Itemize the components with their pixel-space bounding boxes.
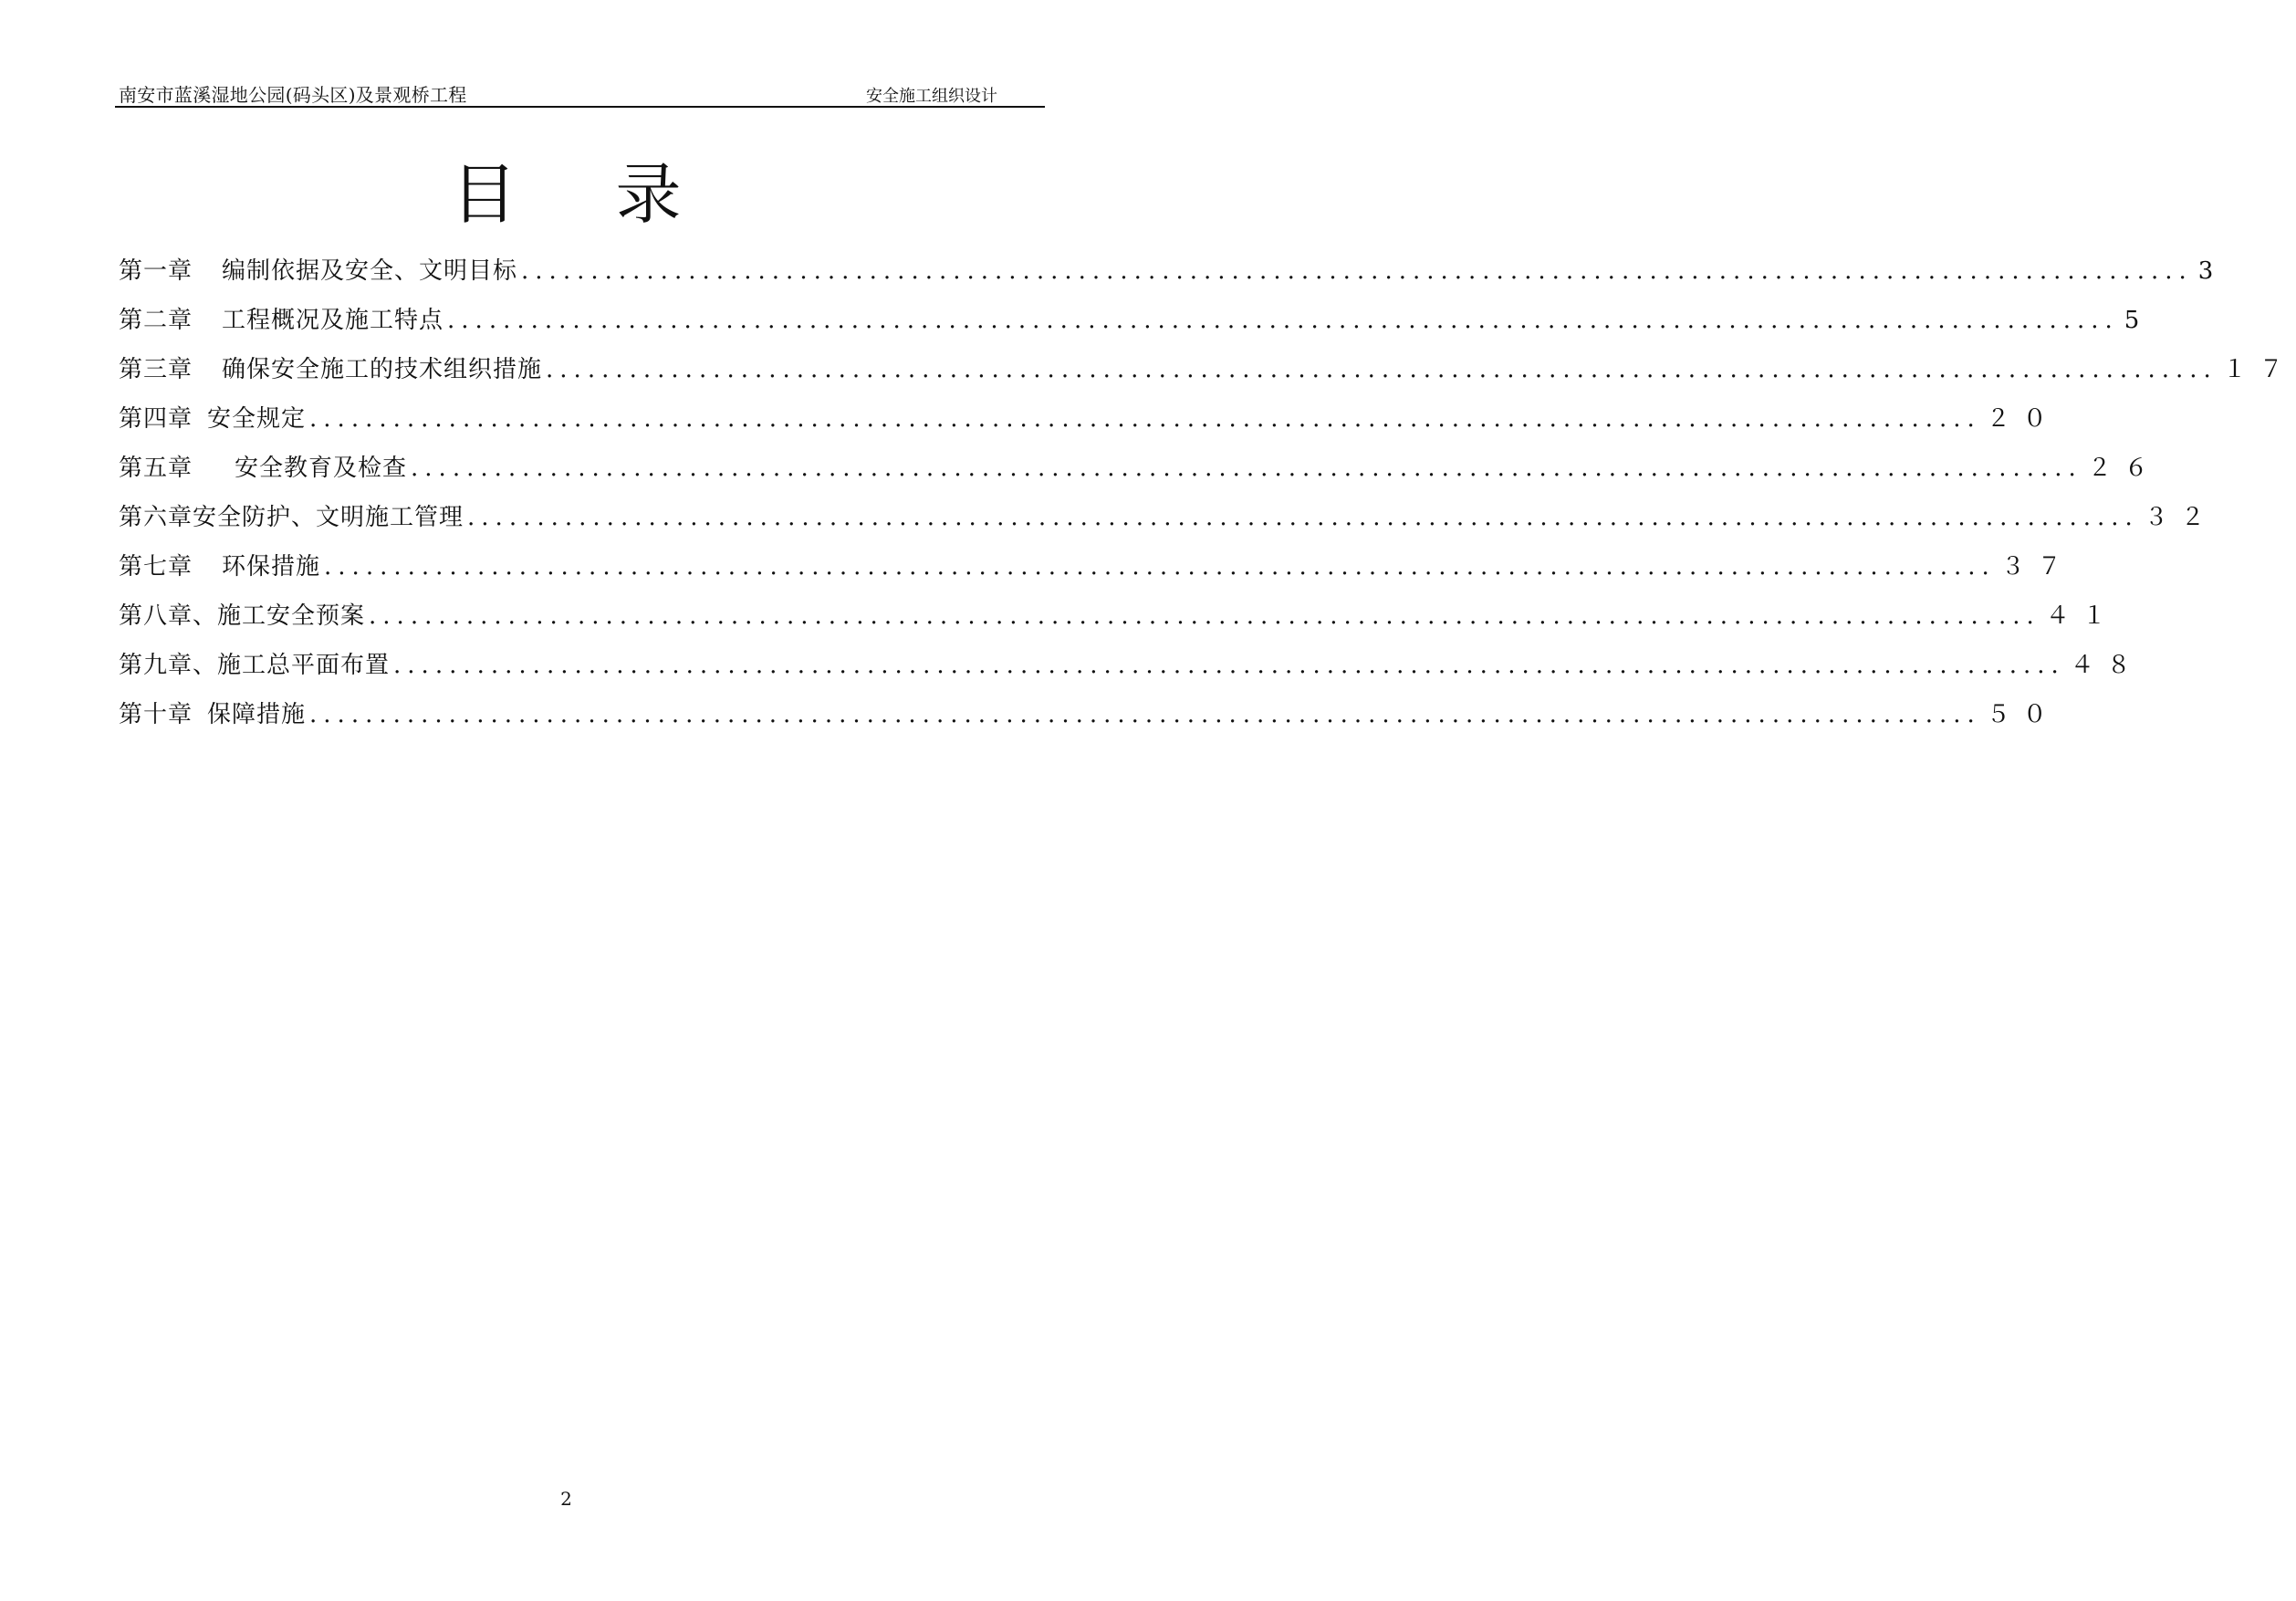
toc-dot-leader: ........................................................................................................................: [467, 504, 2139, 531]
toc-entry-chapter-8[interactable]: [119, 597, 2119, 646]
toc-title-char-2: 录: [615, 156, 682, 233]
toc-page-number: ５０: [1986, 701, 2060, 728]
toc-chapter-title: 编制依据及安全、文明目标: [222, 257, 518, 285]
toc-chapter-label: 第二章: [119, 307, 193, 334]
toc-title: [0, 153, 1132, 235]
toc-chapter-title: 安全教育及检查: [235, 455, 408, 482]
toc-dot-leader: ........................................................................................................................: [309, 405, 1981, 433]
toc-page-number: ２６: [2087, 455, 2161, 482]
toc-dot-leader: ........................................................................................................................: [393, 652, 2065, 679]
toc-chapter-title: 保障措施: [207, 701, 307, 728]
toc-page-number: 5: [2124, 307, 2140, 334]
toc-dot-leader: ........................................................................................................................: [521, 257, 2193, 285]
toc-entry-chapter-6[interactable]: [119, 498, 2218, 548]
toc-page-number: ４８: [2070, 652, 2144, 679]
toc-chapter-title: 安全防护、文明施工管理: [193, 504, 464, 531]
toc-dot-leader: ........................................................................................................................: [411, 455, 2082, 482]
toc-chapter-title: 施工安全预案: [217, 602, 366, 630]
page-number: 2: [560, 1488, 572, 1510]
toc-chapter-title: 确保安全施工的技术组织措施: [222, 356, 543, 383]
toc-entry-chapter-3[interactable]: [119, 351, 2296, 400]
toc-title-char-1: 目: [451, 156, 517, 233]
toc-entry-chapter-2[interactable]: [119, 301, 2140, 351]
toc-dot-leader: ........................................................................................................................: [447, 307, 2119, 334]
toc-page-number: １７: [2222, 356, 2296, 383]
toc-chapter-label: 第六章: [119, 504, 193, 531]
toc-entry-chapter-5[interactable]: [119, 449, 2161, 498]
toc-chapter-label: 第十章: [119, 701, 193, 728]
toc-chapter-label: 第八章、: [119, 602, 218, 630]
header-document-type: 安全施工组织设计: [866, 87, 997, 106]
toc-page-number: 3: [2197, 257, 2214, 285]
toc-chapter-label: 第九章、: [119, 652, 218, 679]
toc-chapter-label: 第七章: [119, 553, 193, 581]
toc-page-number: ４１: [2045, 602, 2119, 630]
page-header: [115, 78, 1045, 108]
toc-entry-chapter-9[interactable]: [119, 646, 2144, 696]
toc-chapter-label: 第一章: [119, 257, 193, 285]
toc-page-number: ３２: [2144, 504, 2218, 531]
toc-entry-chapter-1[interactable]: [119, 252, 2214, 301]
toc-chapter-label: 第五章: [119, 455, 193, 482]
toc-chapter-title: 施工总平面布置: [217, 652, 391, 679]
toc-chapter-title: 安全规定: [207, 405, 307, 433]
toc-list: [119, 252, 2296, 745]
toc-page-number: ３７: [2000, 553, 2074, 581]
toc-page-number: ２０: [1986, 405, 2060, 433]
toc-chapter-title: 工程概况及施工特点: [222, 307, 444, 334]
toc-dot-leader: ........................................................................................................................: [369, 602, 2040, 630]
toc-chapter-label: 第四章: [119, 405, 193, 433]
toc-entry-chapter-10[interactable]: [119, 696, 2060, 745]
toc-dot-leader: ........................................................................................................................: [546, 356, 2218, 383]
toc-chapter-title: 环保措施: [222, 553, 321, 581]
header-project-title: 南安市蓝溪湿地公园(码头区)及景观桥工程: [119, 84, 467, 106]
toc-entry-chapter-4[interactable]: [119, 400, 2060, 449]
toc-chapter-label: 第三章: [119, 356, 193, 383]
toc-dot-leader: ........................................................................................................................: [324, 553, 1996, 581]
toc-entry-chapter-7[interactable]: [119, 548, 2074, 597]
toc-dot-leader: ........................................................................................................................: [309, 701, 1981, 728]
